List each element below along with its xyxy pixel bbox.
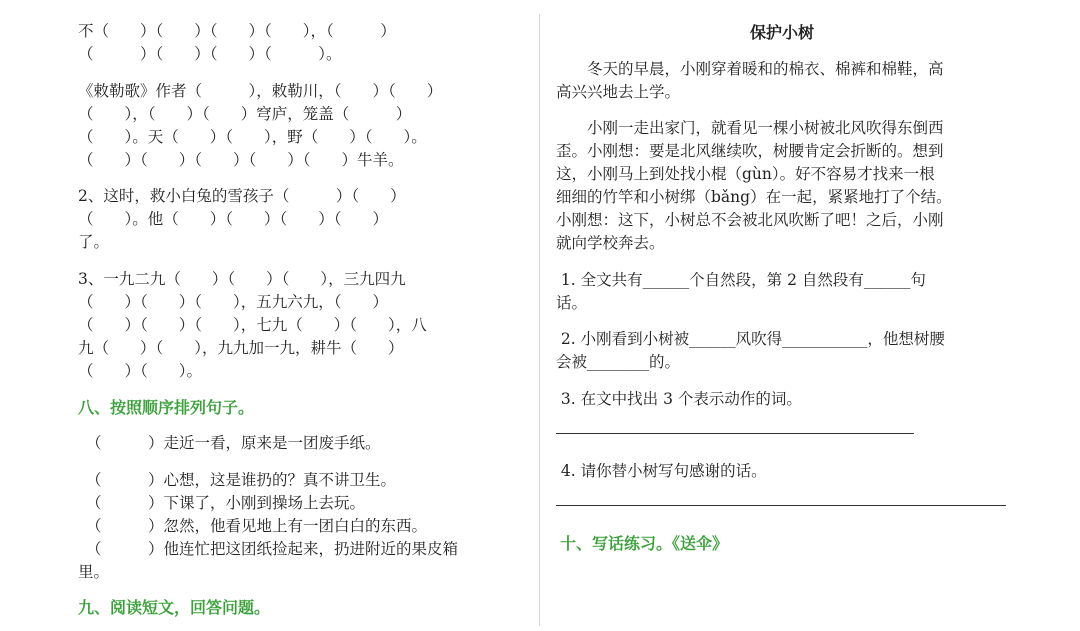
- sentence-item: （ ）心想，这是谁扔的？真不讲卫生。: [86, 471, 397, 489]
- text-line: （ ）。天（ ）（ ），野（ ）（ ）。: [78, 128, 427, 146]
- section-9-heading: 九、阅读短文，回答问题。: [78, 598, 271, 617]
- question-1: 1. 全文共有______个自然段，第 2 自然段有______句: [556, 271, 926, 289]
- column-divider: [539, 14, 540, 626]
- text-line: 不（ ）（ ）（ ）（ ），（ ）: [78, 22, 396, 40]
- text-line: （ ）。他（ ）（ ）（ ）（ ）: [78, 210, 389, 228]
- section-8-heading: 八、按照顺序排列句子。: [78, 398, 255, 417]
- sentence-item: （ ）他连忙把这团纸捡起来，扔进附近的果皮箱: [86, 540, 459, 558]
- text-line: （ ）（ ）（ ），五九六九，（ ）: [78, 293, 389, 311]
- story-line: 这，小刚马上到处找小棍（gùn）。好不容易才找来一根: [556, 165, 935, 183]
- text-line: （ ）（ ）。: [78, 362, 203, 380]
- text-line: 了。: [78, 233, 110, 251]
- text-line: （ ），（ ）（ ）穹庐，笼盖（ ）: [78, 105, 412, 123]
- text-line: （ ）（ ）（ ），七九（ ）（ ），八: [78, 316, 427, 334]
- text-line: 2、这时，救小白兔的雪孩子（ ）（ ）: [78, 187, 406, 205]
- question-2: 2. 小刚看到小树被______风吹得___________，他想树腰: [556, 330, 945, 348]
- question-4: 4. 请你替小树写句感谢的话。: [556, 462, 767, 480]
- sentence-item: （ ）下课了，小刚到操场上去玩。: [86, 494, 366, 512]
- question-2: 会被________的。: [556, 353, 681, 371]
- story-line: 小刚一走出家门，就看见一棵小树被北风吹得东倒西: [556, 119, 944, 137]
- text-line: 3、一九二九（ ）（ ）（ ），三九四九: [78, 270, 406, 288]
- story-line: 高兴兴地去上学。: [556, 83, 681, 101]
- text-line: 九（ ）（ ），九九加一九，耕牛（ ）: [78, 339, 404, 357]
- answer-line: [556, 505, 1006, 506]
- sentence-item: （ ）走近一看，原来是一团废手纸。: [86, 434, 381, 452]
- story-title: 保护小树: [749, 23, 814, 42]
- question-1: 话。: [556, 294, 588, 312]
- story-line: 就向学校奔去。: [556, 234, 665, 252]
- story-line: 小刚想：这下，小树总不会被北风吹断了吧！之后，小刚: [556, 211, 944, 229]
- question-3: 3. 在文中找出 3 个表示动作的词。: [556, 390, 802, 408]
- sentence-item: 里。: [78, 563, 110, 581]
- text-line: （ ）（ ）（ ）（ ）。: [78, 45, 342, 63]
- story-line: 歪。小刚想：要是北风继续吹，树腰肯定会折断的。想到: [556, 142, 944, 160]
- story-line: 细细的竹竿和小树绑（bǎng）在一起，紧紧地打了个结。: [556, 188, 952, 206]
- text-line: （ ）（ ）（ ）（ ）（ ）牛羊。: [78, 151, 404, 169]
- sentence-item: （ ）忽然，他看见地上有一团白白的东西。: [86, 517, 428, 535]
- text-line: 《敕勒歌》作者（ ），敕勒川，（ ）（ ）: [78, 82, 443, 100]
- story-line: 冬天的早晨，小刚穿着暖和的棉衣、棉裤和棉鞋，高: [556, 60, 944, 78]
- answer-line: [556, 433, 914, 434]
- section-10-heading: 十、写话练习。《送伞》: [560, 534, 729, 553]
